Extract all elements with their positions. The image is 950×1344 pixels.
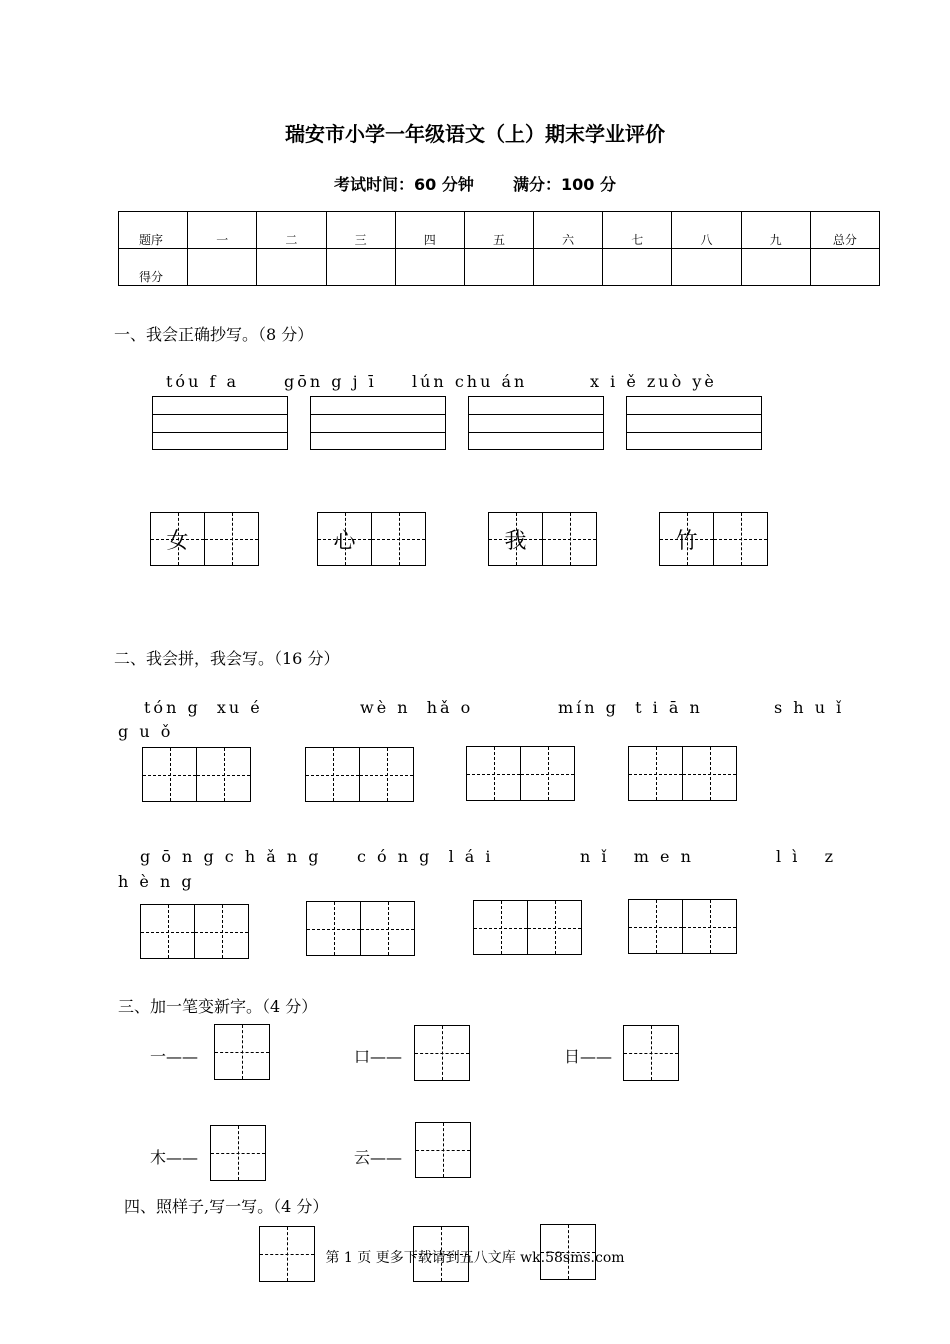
score-cell[interactable] [464,249,533,286]
base-character: 云—— [354,1148,403,1167]
tian-grid-box[interactable] [628,746,683,801]
score-table-row-label: 得分 [119,249,188,286]
tian-grid-box[interactable] [305,747,360,802]
base-character: 口—— [354,1047,403,1066]
score-table-col: 一 [188,212,257,249]
page-title: 瑞安市小学一年级语文（上）期末学业评价 [285,122,665,146]
tian-grid-pair [306,901,415,956]
score-cell[interactable] [603,249,672,286]
tian-grid-box[interactable] [414,1025,470,1081]
tian-grid-pair [466,746,575,801]
tian-grid-box[interactable] [204,512,259,566]
tian-grid-box[interactable] [317,512,372,566]
score-table-col: 五 [464,212,533,249]
score-table-col: 八 [672,212,741,249]
tian-grid-box[interactable] [142,747,197,802]
score-table-col: 六 [534,212,603,249]
score-table-col: 九 [741,212,810,249]
tian-grid-box[interactable] [140,904,195,959]
model-character: 心 [333,528,356,554]
section1-heading: 一、我会正确抄写。（8 分） [114,325,314,344]
tian-grid-box[interactable] [360,901,415,956]
tian-grid-pair [142,747,251,802]
base-character: 一—— [150,1047,199,1066]
score-table-col: 七 [603,212,672,249]
pinyin-label: l ì z [776,847,837,866]
tian-grid-pair [473,900,582,955]
page-footer: 第 1 页 更多下载请到五八文库 wk.58sms.com [325,1250,625,1266]
score-table-col: 四 [395,212,464,249]
base-character: 日—— [564,1047,613,1066]
tian-grid-box[interactable] [628,899,683,954]
score-cell[interactable] [326,249,395,286]
full-score: 满分：100 分 [513,175,616,194]
tian-grid-box[interactable] [150,512,205,566]
score-cell[interactable] [188,249,257,286]
pinyin-label: lún chu án [412,372,528,391]
pinyin-label: wè n hǎ o [360,698,474,717]
tian-grid-pair [140,904,249,959]
pinyin-label: tón g xu é [144,698,263,717]
score-table [118,211,880,286]
tian-grid-pair [488,512,597,566]
tian-grid-box[interactable] [682,746,737,801]
tian-grid-box[interactable] [194,904,249,959]
score-table-score-row [119,249,880,286]
pinyin-label: g ō n g c h ǎ n g [140,847,322,866]
score-cell[interactable] [810,249,879,286]
pinyin-label: mín g t i ā n [558,698,703,717]
pinyin-label: gōn g j ī [284,372,377,391]
score-cell[interactable] [395,249,464,286]
pinyin-label: c ó n g l á i [357,847,494,866]
tian-grid-box[interactable] [196,747,251,802]
exam-time: 考试时间：60 分钟 [334,175,474,194]
score-table-col: 总分 [810,212,879,249]
tian-grid-box[interactable] [359,747,414,802]
score-cell[interactable] [257,249,326,286]
tian-grid-box[interactable] [466,746,521,801]
section3-heading: 三、加一笔变新字。（4 分） [118,997,318,1016]
model-character: 我 [504,528,527,554]
pinyin-label: x i ě zuò yè [590,372,717,391]
four-line-writing-box[interactable] [310,396,446,450]
tian-grid-box[interactable] [488,512,543,566]
tian-grid-pair [150,512,259,566]
model-character: 竹 [675,528,698,554]
four-line-writing-box[interactable] [152,396,288,450]
four-line-writing-box[interactable] [468,396,604,450]
pinyin-label: h è n g [118,872,195,891]
tian-grid-box[interactable] [473,900,528,955]
pinyin-label: s h u ǐ [774,698,845,717]
tian-grid-box[interactable] [210,1125,266,1181]
tian-grid-box[interactable] [214,1024,270,1080]
score-table-col: 二 [257,212,326,249]
tian-grid-pair [628,746,737,801]
tian-grid-box[interactable] [542,512,597,566]
section4-heading: 四、照样子,写一写。（4 分） [124,1197,329,1216]
tian-grid-pair [659,512,768,566]
pinyin-label: n ǐ m e n [580,847,694,866]
section2-heading: 二、我会拼，我会写。（16 分） [114,649,340,668]
tian-grid-box[interactable] [659,512,714,566]
score-cell[interactable] [741,249,810,286]
tian-grid-pair [628,899,737,954]
score-table-header-row [119,212,880,249]
base-character: 木—— [150,1148,199,1167]
tian-grid-box[interactable] [371,512,426,566]
pinyin-label: g u ǒ [118,722,174,741]
four-line-writing-box[interactable] [626,396,762,450]
tian-grid-box[interactable] [623,1025,679,1081]
model-character: 女 [166,528,189,554]
tian-grid-pair [317,512,426,566]
tian-grid-pair [305,747,414,802]
score-cell[interactable] [672,249,741,286]
score-cell[interactable] [534,249,603,286]
score-table-row-label: 题序 [119,212,188,249]
exam-info [0,172,950,195]
tian-grid-box[interactable] [527,900,582,955]
tian-grid-box[interactable] [520,746,575,801]
tian-grid-box[interactable] [415,1122,471,1178]
pinyin-label: tóu f a [166,372,239,391]
score-table-col: 三 [326,212,395,249]
tian-grid-box[interactable] [682,899,737,954]
tian-grid-box[interactable] [713,512,768,566]
tian-grid-box[interactable] [306,901,361,956]
